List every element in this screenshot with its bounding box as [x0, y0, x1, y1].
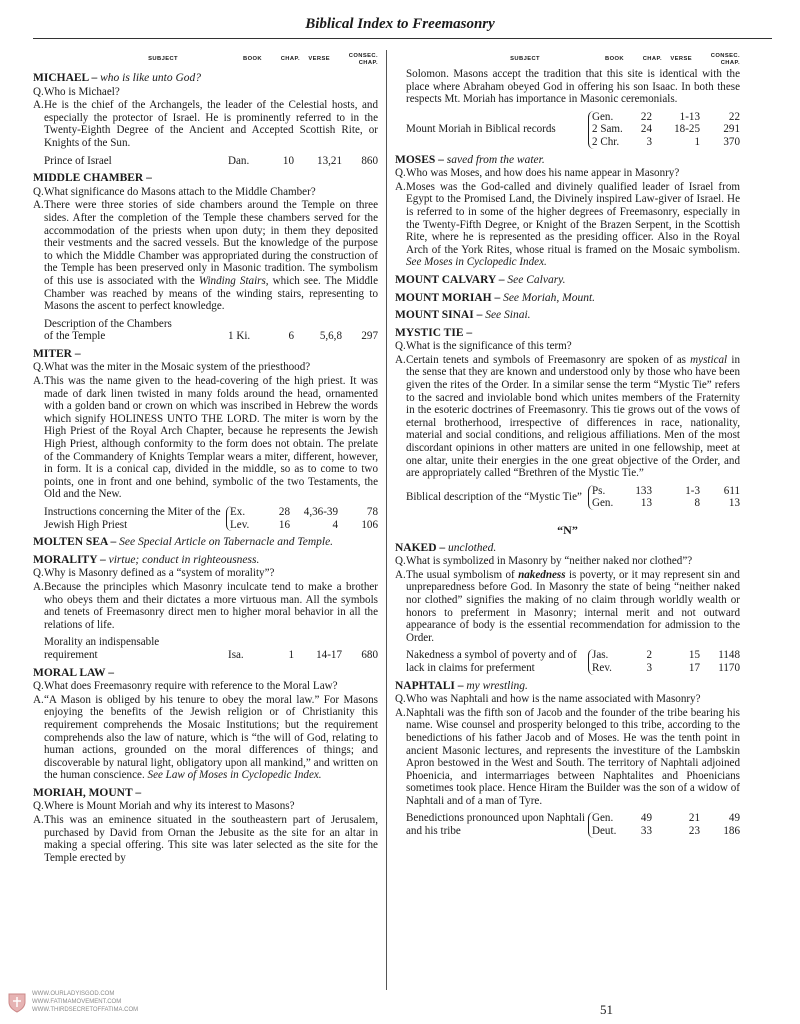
footer-link-2[interactable]: WWW.FATIMAMOVEMENT.COM	[32, 999, 122, 1005]
answer-continued: Solomon. Masons accept the tradition that this site is identical with the place where Abraham obeyed God in offering his son Isaac. In both these respects Mt. Moriah has importance in Masonic ceremonials.	[406, 68, 740, 106]
left-column	[33, 50, 378, 864]
answer: A. Moses was the God-called and divinely qualified leader of Israel from Egypt to the Promised Land, the Divinely inspired Law-giver of Israel. He is referred to in some of the higher degrees of Freemasonry, especially in the Twenty-Fifth Degree, or Knight of the Brazen Serpent, in the Scottish Rite, where he is represented as the presiding officer. Also in the Royal Arch of the York Rites, whose ritual is framed on the Mosaic symbolism. See Moses in Cyclopedic Index.	[395, 180, 740, 269]
answer: A. This was an eminence situated in the southeastern part of Jerusalem, purchased by David from Ornan the Jebusite as the site for an altar in making a special offering. This site was later selected as the site for the Temple erected by	[33, 814, 378, 864]
answer: A. Because the principles which Masonry inculcate tend to make a brother who obeys them and their dictates a more virtuous man. All the symbols and tenets of Freemasonry direct men to higher moral behavior in all the relations of life.	[33, 580, 378, 631]
answer: A. He is the chief of the Archangels, the leader of the Celestial hosts, and especially the protector of Israel. He is prominently referred to in the Twenty-Eighth Degree of the Ancient and Accepted Scottish Rite, or Knights of the Sun.	[33, 99, 378, 149]
entry-title-moriah: MORIAH, MOUNT –	[33, 786, 142, 799]
scripture-reference: Prince of Israel Dan. 10 13,21 860	[44, 154, 378, 167]
answer: A. This was the name given to the head-covering of the high priest. It was made of dark linen twisted in many folds around the head, ornamented with a golden band or crown on which was inscribed in Hebrew the words which signify HOLINESS UNTO THE LORD. The miter is worn by the High Priest of the Royal Arch Chapter, because he represents the Jewish High Priest, although conformity to the form does not obtain. The prelate of the Commandery of Knights Templar wears a miter, different, however, in form. It is a conical cap, divided in the middle, so as to come to two points, one in front and one behind, symbolic of the two Testaments, the Old and the New.	[33, 375, 378, 501]
entry-title-morality: MORALITY – virtue; conduct in righteousness.	[33, 553, 260, 566]
entry-title-miter: MITER –	[33, 347, 81, 360]
column-header: SUBJECT BOOK CHAP. VERSE CONSEC. CHAP.	[510, 53, 740, 66]
entry-title-naked: NAKED – unclothed.	[395, 541, 497, 554]
entry-title-mount-moriah: MOUNT MORIAH – See Moriah, Mount.	[395, 291, 596, 304]
scripture-reference-group: Benedictions pronounced upon Naphtali and his tribe Gen. 49 21 49 Deut. 33 23 186	[406, 812, 740, 838]
reference-line: Morality an indispensable	[44, 636, 160, 649]
shield-logo-icon	[6, 991, 28, 1013]
header-book: BOOK	[243, 56, 262, 62]
scripture-reference: of the Temple 1 Ki. 6 5,6,8 297	[44, 330, 378, 343]
entry-title-naphtali: NAPHTALI – my wrestling.	[395, 679, 528, 692]
answer: A. There were three stories of side chambers around the Temple on three sides. After the completion of the Temple these chambers served for the accommodation of the priests when upon duty; in them they deposited their vestments and the sacred vessels. But the knowledge of the purpose to which the Middle Chamber was appropriated during the construction of the Temple has been preserved only in Masonic tradition. The symbolism of this use is associated with the Winding Stairs, which see. The Middle Chamber was reached by means of the winding stairs, representing to Masons the ascent to perfect knowledge.	[33, 199, 378, 313]
header-consec: CONSEC. CHAP.	[348, 53, 378, 66]
column-header	[33, 53, 378, 67]
entry-title-mystic-tie: MYSTIC TIE –	[395, 326, 473, 339]
header-verse: VERSE	[308, 56, 330, 62]
entry-title-middle-chamber: MIDDLE CHAMBER –	[33, 172, 152, 185]
question: Q. Who was Moses, and how does his name appear in Masonry?	[395, 167, 680, 180]
title-rule	[33, 38, 772, 39]
footer-link-1[interactable]: WWW.OURLADYISGOD.COM	[32, 991, 115, 997]
answer: A. The usual symbolism of nakedness is poverty, or it may represent sin and unpreparedness before God. In Masonry the state of being “neither naked nor clothed” signifies the making of no claim through worldly wealth or honors to preferment in Masonry; internal merit and not outward appearance of body is the essential recommendation for admission to the Order.	[395, 568, 740, 644]
question: Q. What was the miter in the Mosaic system of the priesthood?	[33, 361, 311, 374]
answer: A. “A Mason is obliged by his tenure to obey the moral law.” For Masons enjoying the benefits of the Jewish religion or of Christianity this requirement comprehends the Mosaic Institutions; but the requirement comprehends also the law of nature, which is “the will of God, relating to human actions, grounded on the moral differences of things; and discoverable by natural light, obligatory upon all mankind,” and written on the human conscience. See Law of Moses in Cyclopedic Index.	[33, 693, 378, 782]
question: Q. What significance do Masons attach to the Middle Chamber?	[33, 185, 316, 198]
header-subject: SUBJECT	[148, 56, 178, 62]
entry-title-mount-sinai: MOUNT SINAI – See Sinai.	[395, 309, 531, 322]
question: Q. What does Freemasonry require with reference to the Moral Law?	[33, 680, 338, 693]
page-title: Biblical Index to Freemasonry	[305, 16, 495, 32]
question: Q. What is symbolized in Masonry by “neither naked nor clothed”?	[395, 555, 693, 568]
question: Q. What is the significance of this term?	[395, 340, 572, 353]
column-divider	[386, 50, 387, 990]
page-number: 51	[600, 1002, 613, 1017]
reference-line: Description of the Chambers	[44, 317, 172, 330]
entry-title-michael: MICHAEL – who is like unto God?	[33, 72, 202, 84]
entry-title-mount-calvary: MOUNT CALVARY – See Calvary.	[395, 273, 566, 286]
scripture-reference-group: Mount Moriah in Biblical records Gen. 22 1-13 22 2 Sam. 24 18-25 291 2 Chr. 3 1 370	[406, 110, 740, 148]
answer: A. Naphtali was the fifth son of Jacob and the founder of the tribe bearing his name. Wise counsel and prosperity belonged to this tribe, according to the benedictions of his father Jacob and of Moses. He was the tenth point in ancient Masonic lectures, and represents the investiture of the Lambskin Apron bestowed in the West and South. The territory of Naphtali adjoined Phoenicia, and intermarriages between Naphtalites and Phoenicians sometimes took place. Hence Hiram the Builder was the son of a widow of Naphtali and of a man of Tyre.	[395, 706, 740, 807]
scripture-reference: requirement Isa. 1 14-17 680	[44, 648, 378, 661]
entry-title-molten-sea: MOLTEN SEA – See Special Article on Tabernacle and Temple.	[33, 536, 334, 549]
section-letter: “N”	[557, 523, 578, 537]
scripture-reference-group: Nakedness a symbol of poverty and of lack in claims for preferment Jas. 2 15 1148 Rev. 3 17 1170	[406, 649, 740, 674]
watermark-footer	[6, 990, 138, 1014]
question: Q. Who was Naphtali and how is the name associated with Masonry?	[395, 693, 701, 706]
scripture-reference-group: Biblical description of the “Mystic Tie” Ps. 133 1-3 611 Gen. 13 8 13	[406, 484, 740, 510]
header-chap: CHAP.	[280, 56, 300, 62]
question: Q. Who is Michael?	[33, 85, 120, 98]
entry-title-moral-law: MORAL LAW –	[33, 666, 114, 679]
right-column	[395, 50, 740, 841]
scripture-reference-group: Instructions concerning the Miter of the Jewish High Priest Ex. 28 4,36-39 78 Lev. 16 4 106	[44, 506, 378, 531]
answer: A. Certain tenets and symbols of Freemasonry are spoken of as mystical in the sense that they are known and understood only by those who have been given the rites of the Order. In a similar sense the term “Mystic Tie” refers to the sacred and inviolable bond which unites members of the Fraternity in the esoteric doctrines of Freemasonry. This tie grows out of the vows of eternal brotherhood, irrespective of differences in race, nationality, material and social conditions, and religious affiliations. Men of the most discordant opinions in other matters are united in one fellowship, meet at one altar, unite their energies in the one great objective of the Order, and are appropriately called “Brethren of the Mystic Tie.”	[395, 353, 740, 480]
footer-link-3[interactable]: WWW.THIRDSECRETOFFATIMA.COM	[32, 1007, 139, 1013]
question: Q. Why is Masonry defined as a “system of morality”?	[33, 567, 275, 580]
question: Q. Where is Mount Moriah and why its interest to Masons?	[33, 800, 295, 813]
entry-title-moses: MOSES – saved from the water.	[395, 153, 545, 166]
